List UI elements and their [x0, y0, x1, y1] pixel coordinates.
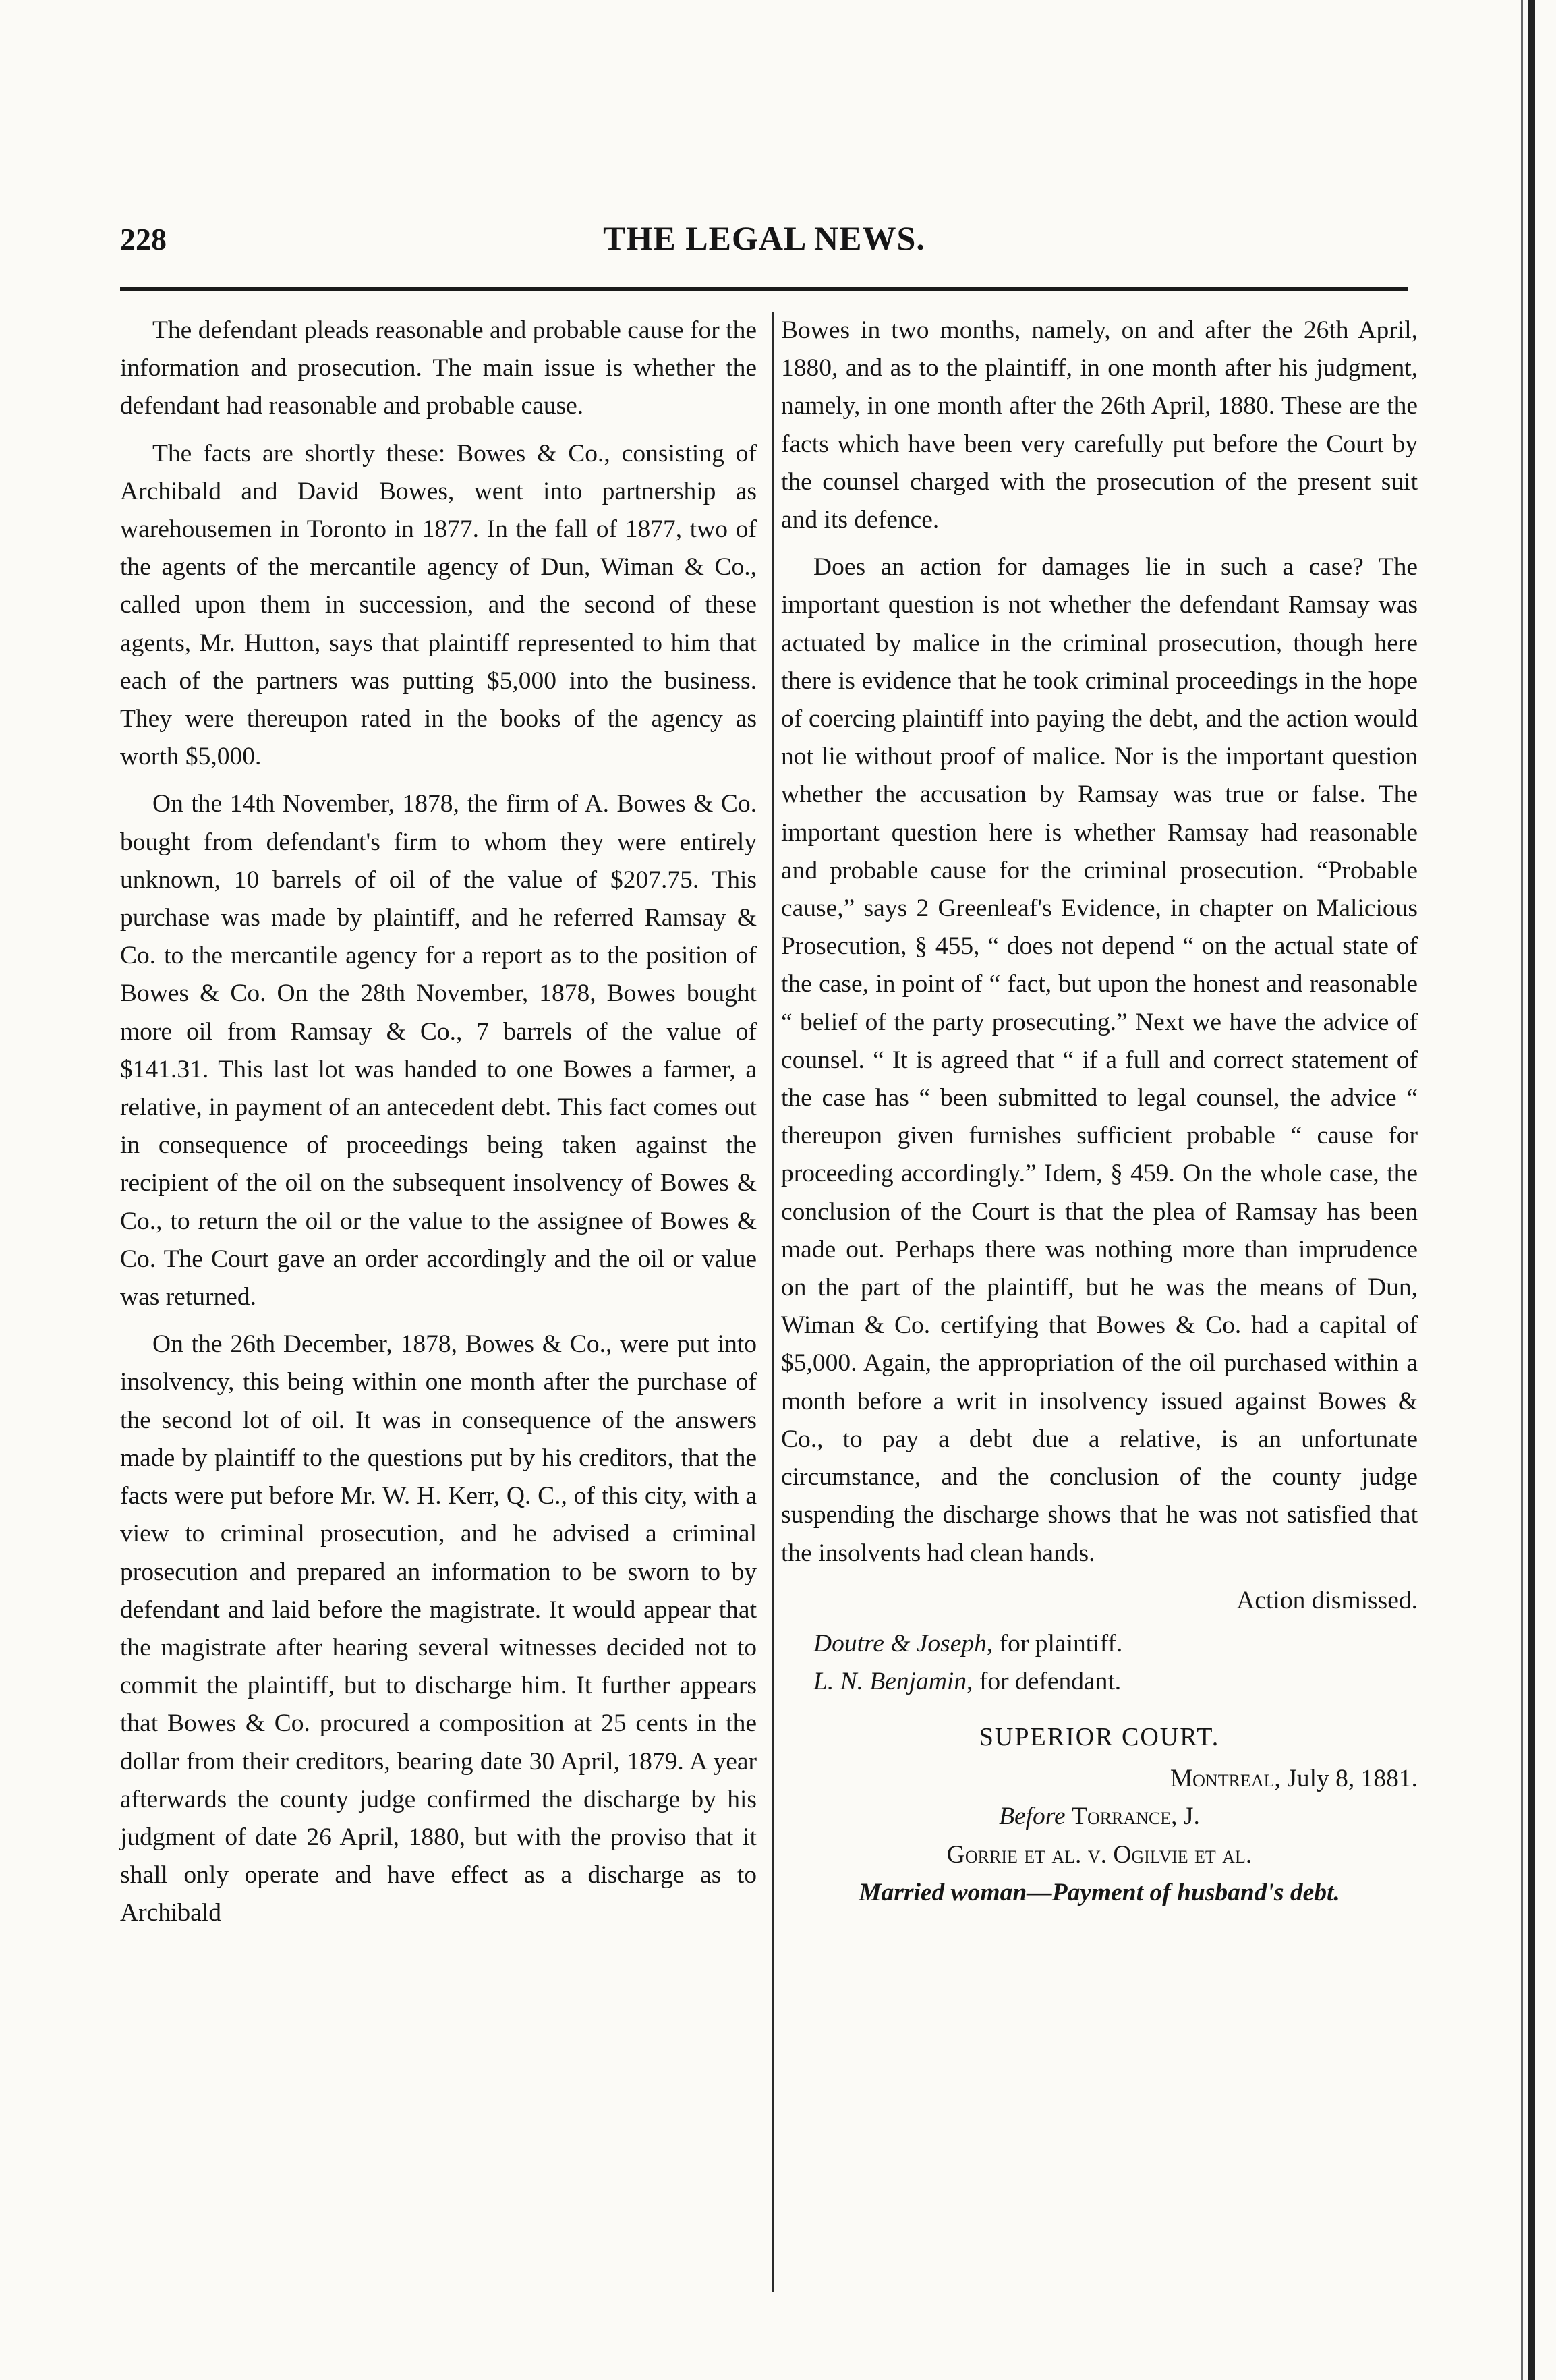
counsel-role: , for plaintiff. [986, 1629, 1123, 1658]
header-rule [120, 287, 1408, 291]
date: July 8, 1881. [1287, 1765, 1418, 1793]
paragraph: Does an action for damages lie in such a case? The important question is not whether the defendant Ramsay was actuated by malice in the criminal prosecution, though here there is evidence that he took criminal proceedings in the hope of coercing plaintiff into paying the debt, and the action would not lie without proof of malice. Nor is the important question whether the accusation by Ramsay was true or false. The important question here is whether Ramsay had reasonable and probable cause for the criminal prosecution. “Probable cause,” says 2 Greenleaf's Evidence, in chapter on Malicious Prosecution, § 455, “ does not depend “ on the actual state of the case, in point of “ fact, but upon the honest and reasonable “ belief of the party prosecuting.” Next we have the advice of counsel. “ It is agreed that “ if a full and correct statement of the case has “ been submitted to legal counsel, the advice “ thereupon given furnishes sufficient probable “ cause for proceeding accordingly.” Idem, § 459. On the whole case, the conclusion of the Court is that the plea of Ramsay has been made out. Perhaps there was nothing more than imprudence on the part of the plaintiff, but he was the means of Dun, Wiman & Co. certifying that Bowes & Co. had a capital of $5,000. Again, the appropriation of the oil purchased within a month before a writ in insolvency issued against Bowes & Co., to pay a debt due a relative, is an unfortunate circumstance, and the conclusion of the county judge suspending the discharge shows that he was not satisfied that the insolvents had clean hands. [781, 553, 1418, 1567]
journal-title: THE LEGAL NEWS. [603, 219, 925, 257]
headnote: Married woman—Payment of husband's debt. [859, 1878, 1340, 1906]
paragraph: The facts are shortly these: Bowes & Co., consisting of Archibald and David Bowes, went into partnership as warehousemen in Toronto in 1877. In the fall of 1877, two of the agents of the mercantile agency of Dun, Wiman & Co., called upon them in succession, and the second of these agents, Mr. Hutton, says that plaintiff represented to him that each of the partners was putting $5,000 into the business. They were thereupon rated in the books of the agency as worth $5,000. [120, 439, 757, 771]
judgment-line: Action dismissed. [1236, 1586, 1418, 1614]
paragraph: On the 14th November, 1878, the firm of A. Bowes & Co. bought from defendant's firm to whom they were entirely unknown, 10 barrels of oil of the value of $207.75. This purchase was made by plaintiff, and he referred Ramsay & Co. to the mercantile agency for a report as to the position of Bowes & Co. On the 28th November, 1878, Bowes bought more oil from Ramsay & Co., 7 barrels of the value of $141.31. This last lot was handed to one Bowes a farmer, a relative, in payment of an antecedent debt. This fact comes out in consequence of proceedings being taken against the recipient of the oil on the subsequent insolvency of Bowes & Co., to return the oil or the value to the assignee of Bowes & Co. The Court gave an order accordingly and the oil or value was returned. [120, 790, 757, 1311]
place: Montreal, [1170, 1765, 1281, 1793]
column-divider [772, 312, 774, 2292]
paragraph: On the 26th December, 1878, Bowes & Co., were put into insolvency, this being within one month after the purchase of the second lot of oil. It was in consequence of the answers made by plaintiff to the questions put by his creditors, that the facts were put before Mr. W. H. Kerr, Q. C., of this city, with a view to criminal prosecution, and he advised a criminal prosecution and prepared an information to be sworn to by defendant and laid before the magistrate. It would appear that the magistrate after hearing several witnesses decided not to commit the plaintiff, but to discharge him. It further appears that Bowes & Co. procured a composition at 25 cents in the dollar from their creditors, bearing date 30 April, 1879. A year afterwards the county judge confirmed the discharge by his judgment of date 26 April, 1880, but with the proviso that it shall only operate and have effect as a discharge as to Archibald [120, 1330, 757, 1927]
before-label: Before [999, 1803, 1066, 1831]
binding-edge [1528, 0, 1535, 2380]
counsel-name: Doutre & Joseph [813, 1629, 987, 1658]
binding-edge-shadow [1521, 0, 1523, 2380]
counsel-plaintiff [813, 1625, 1418, 1663]
judge: Torrance, J. [1072, 1803, 1200, 1831]
counsel-defendant [813, 1663, 1418, 1701]
counsel-name: L. N. Benjamin [813, 1667, 967, 1695]
judge-line [781, 1798, 1418, 1836]
left-column [120, 312, 757, 1942]
court-heading: SUPERIOR COURT. [979, 1722, 1220, 1751]
page-number: 228 [120, 222, 167, 256]
paragraph: The defendant pleads reasonable and probable cause for the information and prosecution. The main issue is whether the defendant had reasonable and probable cause. [120, 316, 757, 420]
right-column [781, 312, 1418, 1912]
case-parties: Gorrie et al. v. Ogilvie et al. [946, 1840, 1252, 1869]
counsel-list [813, 1625, 1418, 1701]
page-header [120, 215, 1408, 268]
counsel-role: , for defendant. [967, 1667, 1122, 1695]
paragraph: Bowes in two months, namely, on and after the 26th April, 1880, and as to the plaintiff, in one month after his judgment, namely, in one month after the 26th April, 1880. These are the facts which have been very carefully put before the Court by the counsel charged with the prosecution of the present suit and its defence. [781, 316, 1418, 534]
place-date-line [781, 1760, 1418, 1798]
